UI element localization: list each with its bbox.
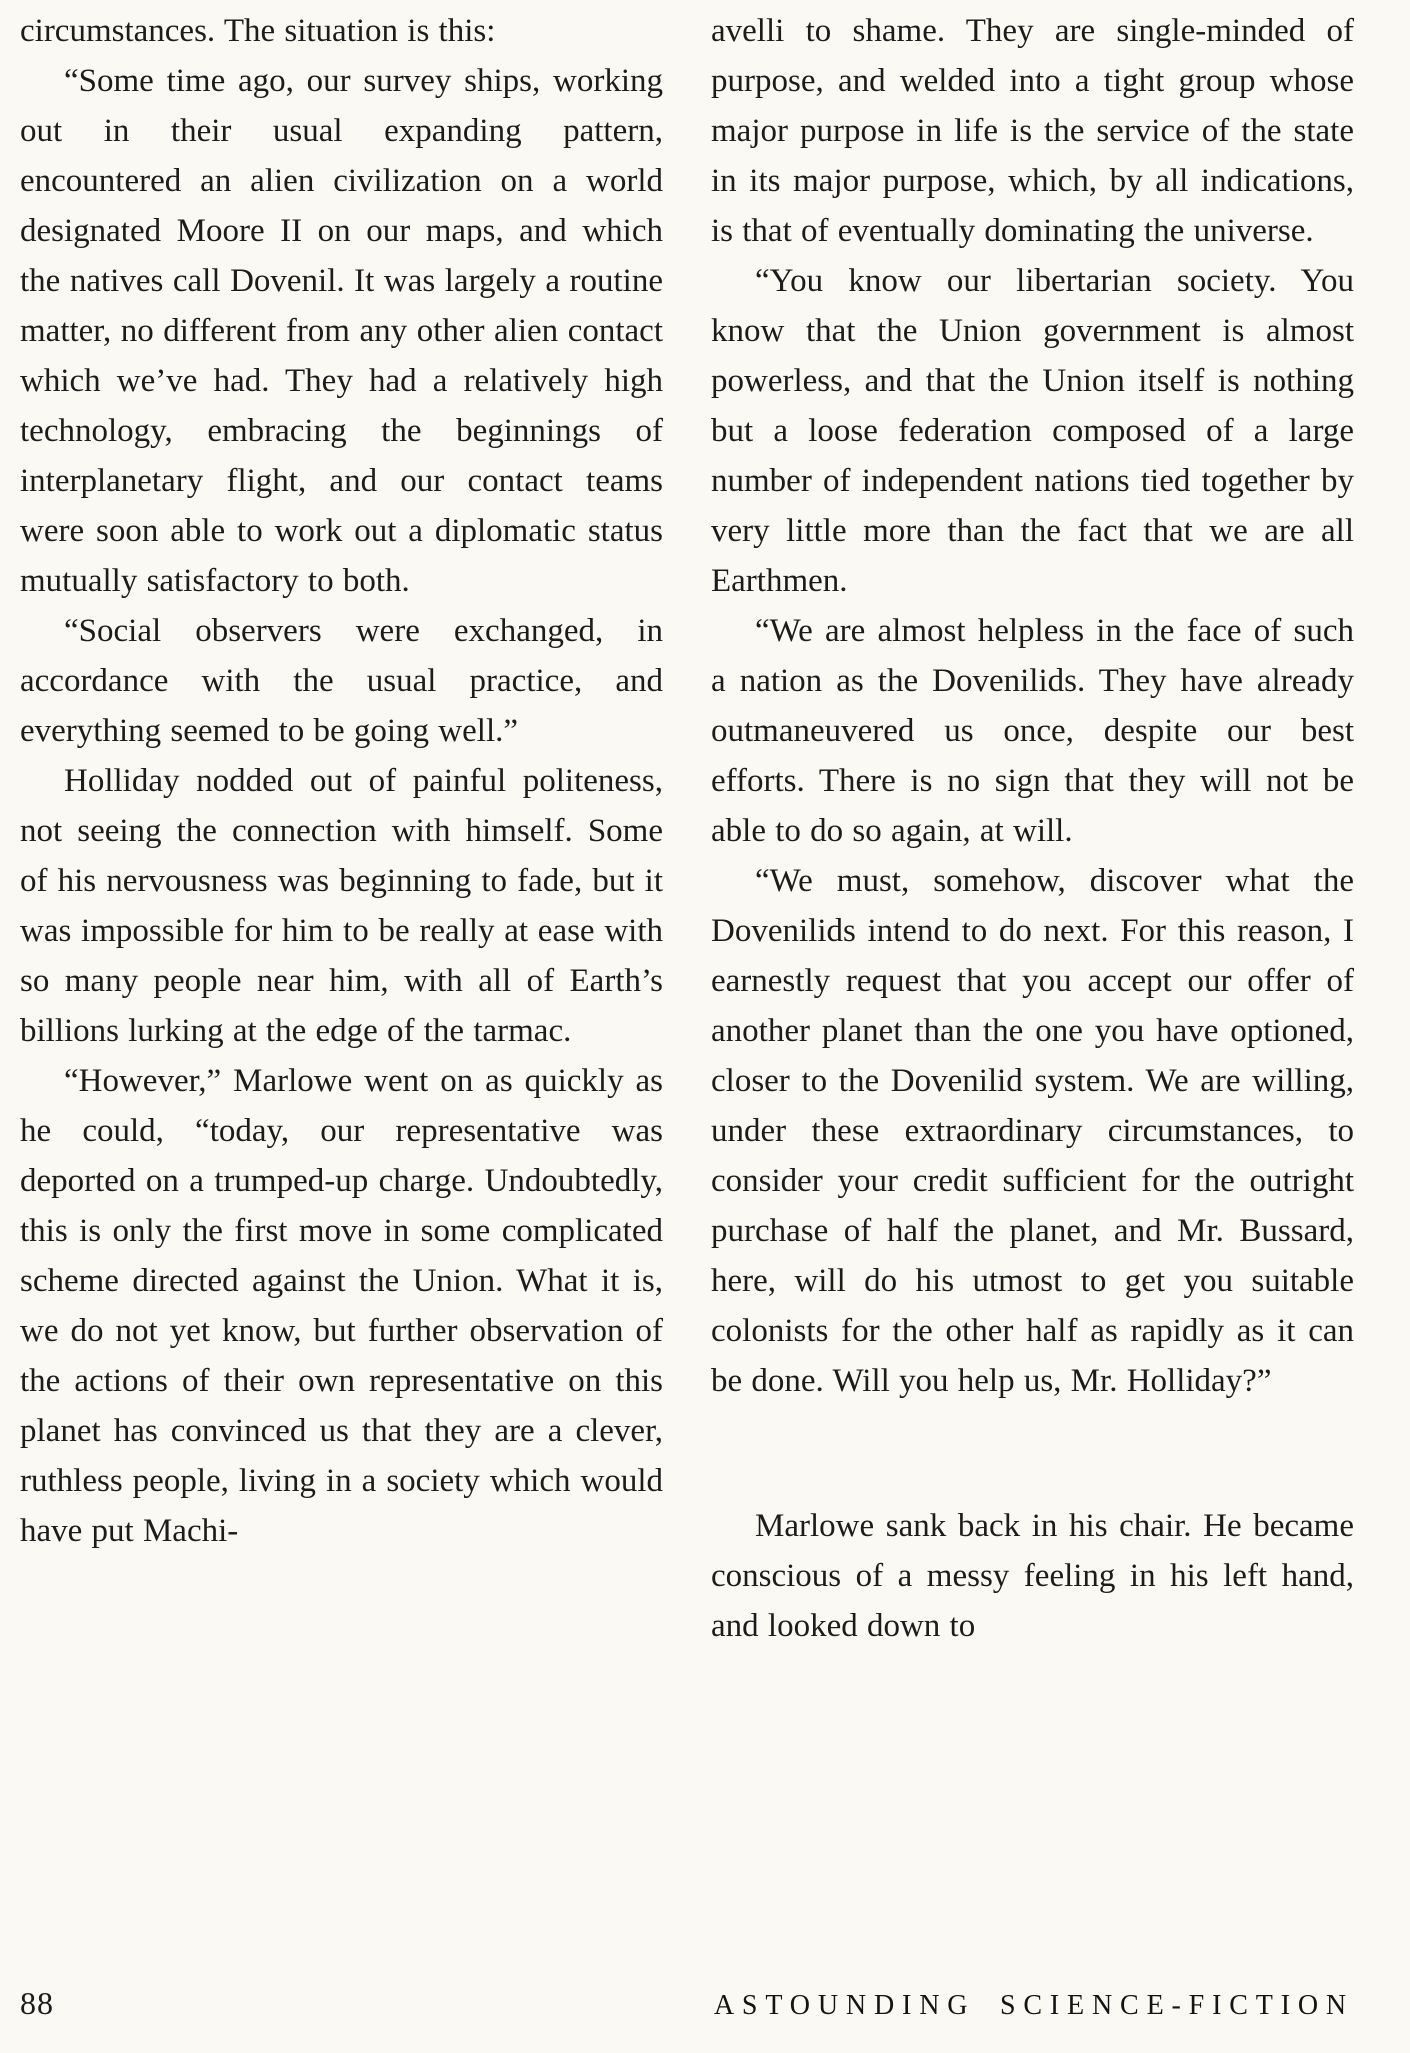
- paragraph: “Social observers were exchanged, in accordance with the usual practice, and everything seemed to be going well.”: [20, 613, 663, 749]
- running-title: ASTOUNDING SCIENCE-FICTION: [713, 1990, 1354, 2021]
- paragraph: Holliday nodded out of painful politeness, not seeing the connection with himself. Some of his nervousness was beginning to fade, but it was impossible for him to be really at ease with so many people near him, with all of Earth’s billions lurking at the edge of the tarmac.: [20, 763, 663, 1049]
- page-number: 88: [20, 1985, 54, 2021]
- page-footer: [20, 1978, 1354, 2031]
- paragraph: “We are almost helpless in the face of such a nation as the Dovenilids. They have already outmaneuvered us once, despite our best efforts. There is no sign that they will not be able to do so again, at will.: [711, 613, 1354, 849]
- paragraph: “You know our libertarian society. You know that the Union government is almost powerless, and that the Union itself is nothing but a loose federation composed of a large number of independent nations tied together by very little more than the fact that we are all Earthmen.: [711, 263, 1354, 599]
- paragraph: avelli to shame. They are single-minded of purpose, and welded into a tight group whose major purpose in life is the service of the state in its major purpose, which, by all indications, is that of eventually dominating the universe.: [711, 13, 1354, 249]
- paragraph: “Some time ago, our survey ships, working out in their usual expanding pattern, encountered an alien civilization on a world designated Moore II on our maps, and which the natives call Dovenil. It was largely a routine matter, no different from any other alien contact which we’ve had. They had a relatively high technology, embracing the beginnings of interplanetary flight, and our contact teams were soon able to work out a diplomatic status mutually satisfactory to both.: [20, 63, 663, 599]
- text-column-right: [711, 6, 1354, 1651]
- paragraph: circumstances. The situation is this:: [20, 13, 496, 49]
- paragraph: “We must, somehow, discover what the Dovenilids intend to do next. For this reason, I earnestly request that you accept our offer of another planet than the one you have optioned, closer to the Dovenilid system. We are willing, under these extraordinary circumstances, to consider your credit sufficient for the outright purchase of half the planet, and Mr. Bussard, here, will do his utmost to get you suitable colonists for the other half as rapidly as it can be done. Will you help us, Mr. Holliday?”: [711, 863, 1354, 1399]
- text-column-left: [20, 6, 663, 1651]
- paragraph: “However,” Marlowe went on as quickly as he could, “today, our representative was deported on a trumped-up charge. Undoubtedly, this is only the first move in some complicated scheme directed against the Union. What it is, we do not yet know, but further observation of the actions of their own representative on this planet has convinced us that they are a clever, ruthless people, living in a society which would have put Machi-: [20, 1063, 663, 1549]
- paragraph: Marlowe sank back in his chair. He became conscious of a messy feeling in his left hand, and looked down to: [711, 1508, 1354, 1644]
